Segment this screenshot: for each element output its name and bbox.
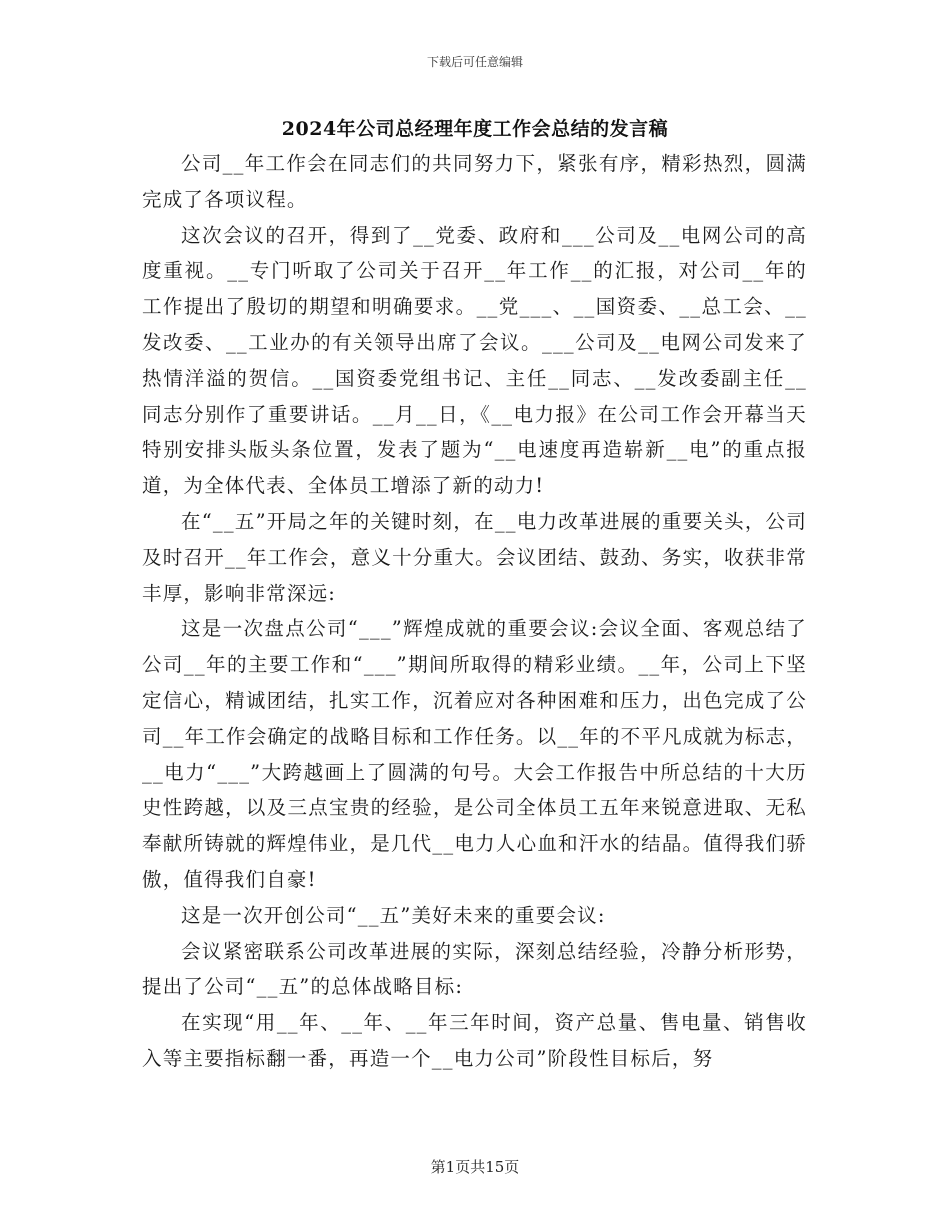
paragraph-7: 在实现“用__年、__年、__年三年时间，资产总量、售电量、销售收入等主要指标翻一番，再造一个__电力公司”阶段性目标后，努 bbox=[142, 1011, 807, 1070]
page-header-note: 下载后可任意编辑 bbox=[426, 55, 523, 69]
paragraph-5: 这是一次开创公司“__五”美好未来的重要会议: bbox=[181, 903, 606, 927]
paragraph-2: 这次会议的召开，得到了__党委、政府和___公司及__电网公司的高度重视。__专门听取了公司关于召开__年工作__的汇报，对公司__年的工作提出了殷切的期望和明确要求。__党___、__国资委、__总工会、__发改委、__工业办的有关领导出席了会议。___公司及__电网公司发来了热情洋溢的贺信。__国资委党组书记、主任__同志、__发改委副主任__同志分别作了重要讲话。__月__日，《__电力报》在公司工作会开幕当天特别安排头版头条位置，发表了题为“__电速度再造崭新__电”的重点报道，为全体代表、全体员工增添了新的动力! bbox=[142, 223, 807, 498]
document-title: 2024年公司总经理年度工作会总结的发言稿 bbox=[281, 118, 669, 140]
paragraph-1: 公司__年工作会在同志们的共同努力下，紧张有序，精彩热烈，圆满完成了各项议程。 bbox=[142, 152, 807, 211]
paragraph-4: 这是一次盘点公司“___”辉煌成就的重要会议:会议全面、客观总结了公司__年的主要工作和“___”期间所取得的精彩业绩。__年，公司上下坚定信心，精诚团结，扎实工作，沉着应对各种困难和压力，出色完成了公司__年工作会确定的战略目标和工作任务。以__年的不平凡成就为标志，__电力“___”大跨越画上了圆满的句号。大会工作报告中所总结的十大历史性跨越，以及三点宝贵的经验，是公司全体员工五年来锐意进取、无私奉献所铸就的辉煌伟业，是几代__电力人心血和汗水的结晶。值得我们骄傲，值得我们自豪! bbox=[142, 617, 807, 891]
paragraph-3: 在“__五”开局之年的关键时刻，在__电力改革进展的重要关头，公司及时召开__年工作会，意义十分重大。会议团结、鼓劲、务实，收获非常丰厚，影响非常深远: bbox=[142, 509, 807, 605]
page-number-footer: 第1页共15页 bbox=[430, 1158, 520, 1176]
paragraph-6: 会议紧密联系公司改革进展的实际，深刻总结经验，冷静分析形势，提出了公司“__五”的总体战略目标: bbox=[142, 939, 807, 999]
document-body bbox=[142, 146, 807, 1077]
